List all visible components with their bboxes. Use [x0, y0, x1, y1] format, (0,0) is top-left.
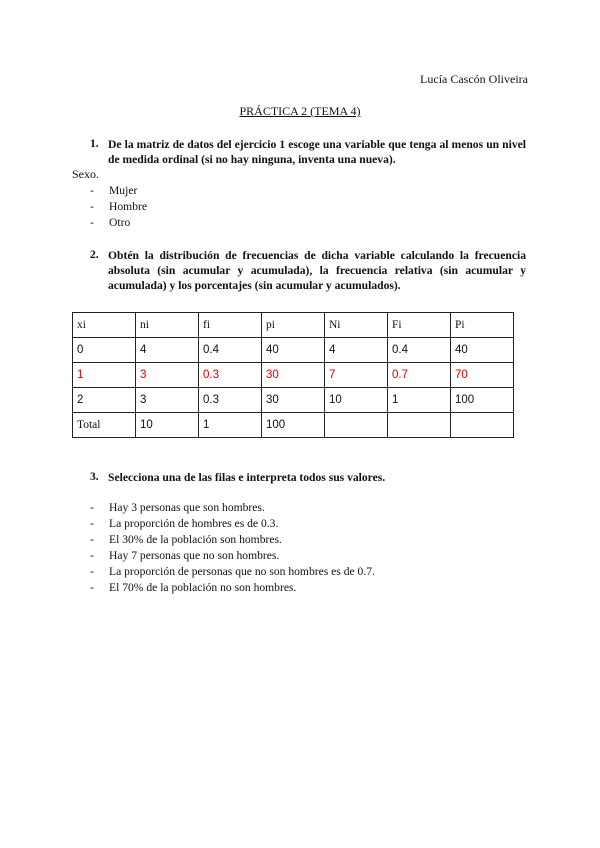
frequency-table [72, 312, 514, 438]
table-cell: 70 [451, 363, 514, 388]
header-cell: Pi [451, 313, 514, 338]
table-cell: 0.4 [199, 338, 262, 363]
table-cell: 40 [451, 338, 514, 363]
table-cell: 30 [262, 388, 325, 413]
table-cell: 0.7 [388, 363, 451, 388]
table-cell: 1 [388, 388, 451, 413]
table-cell: 2 [73, 388, 136, 413]
table-cell: Total [73, 413, 136, 438]
header-cell: Ni [325, 313, 388, 338]
table-cell: 10 [325, 388, 388, 413]
header-cell: ni [136, 313, 199, 338]
table-cell [388, 413, 451, 438]
list-item: - Mujer [90, 184, 138, 197]
header-cell: Fi [388, 313, 451, 338]
list-item: - El 30% de la población son hombres. [90, 533, 282, 546]
table-cell: 4 [136, 338, 199, 363]
page-title: PRÁCTICA 2 (TEMA 4) [239, 104, 361, 118]
table-cell: 0.3 [199, 388, 262, 413]
table-cell: 3 [136, 388, 199, 413]
question-3-number: 3. [90, 470, 99, 483]
table-cell: 10 [136, 413, 199, 438]
author-name: Lucía Cascón Oliveira [420, 72, 528, 86]
header-cell: pi [262, 313, 325, 338]
list-item: - El 70% de la población no son hombres. [90, 581, 297, 594]
table-cell: 100 [451, 388, 514, 413]
question-3-text: Selecciona una de las filas e interpreta todos sus valores. [108, 471, 386, 484]
interpretation-list [90, 500, 375, 596]
table-row [73, 338, 514, 363]
table-cell: 100 [262, 413, 325, 438]
list-item: - La proporción de personas que no son hombres es de 0.7. [90, 565, 375, 578]
question-2-number: 2. [90, 248, 99, 261]
table-cell: 1 [73, 363, 136, 388]
question-2-text: Obtén la distribución de frecuencias de dicha variable calculando la frecuencia absoluta (sin acumular y acumulada), la frecuencia relativa (sin acumular y acumulada) y los porcentajes (sin acumular y acumulados). [108, 249, 526, 292]
list-item: - Hay 7 personas que no son hombres. [90, 549, 280, 562]
question-1-number: 1. [90, 137, 99, 150]
table-cell: 0.4 [388, 338, 451, 363]
question-1-text: De la matriz de datos del ejercicio 1 escoge una variable que tenga al menos un nivel de medida ordinal (si no hay ninguna, inventa una nueva). [108, 138, 526, 166]
table-total-row [73, 413, 514, 438]
table-row [73, 388, 514, 413]
list-item: - Hay 3 personas que son hombres. [90, 501, 265, 514]
header-cell: xi [73, 313, 136, 338]
list-item: - Hombre [90, 200, 147, 213]
table-cell: 0.3 [199, 363, 262, 388]
list-item: - Otro [90, 216, 131, 229]
table-cell [325, 413, 388, 438]
table-cell: 7 [325, 363, 388, 388]
table-cell [451, 413, 514, 438]
table-cell: 3 [136, 363, 199, 388]
table-cell: 30 [262, 363, 325, 388]
list-item: - La proporción de hombres es de 0.3. [90, 517, 279, 530]
table-row-highlighted [73, 363, 514, 388]
table-cell: 1 [199, 413, 262, 438]
table-cell: 40 [262, 338, 325, 363]
table-cell: 4 [325, 338, 388, 363]
header-cell: fi [199, 313, 262, 338]
table-cell: 0 [73, 338, 136, 363]
category-list [90, 183, 147, 231]
table-header-row [73, 313, 514, 338]
variable-name: Sexo. [72, 167, 99, 181]
